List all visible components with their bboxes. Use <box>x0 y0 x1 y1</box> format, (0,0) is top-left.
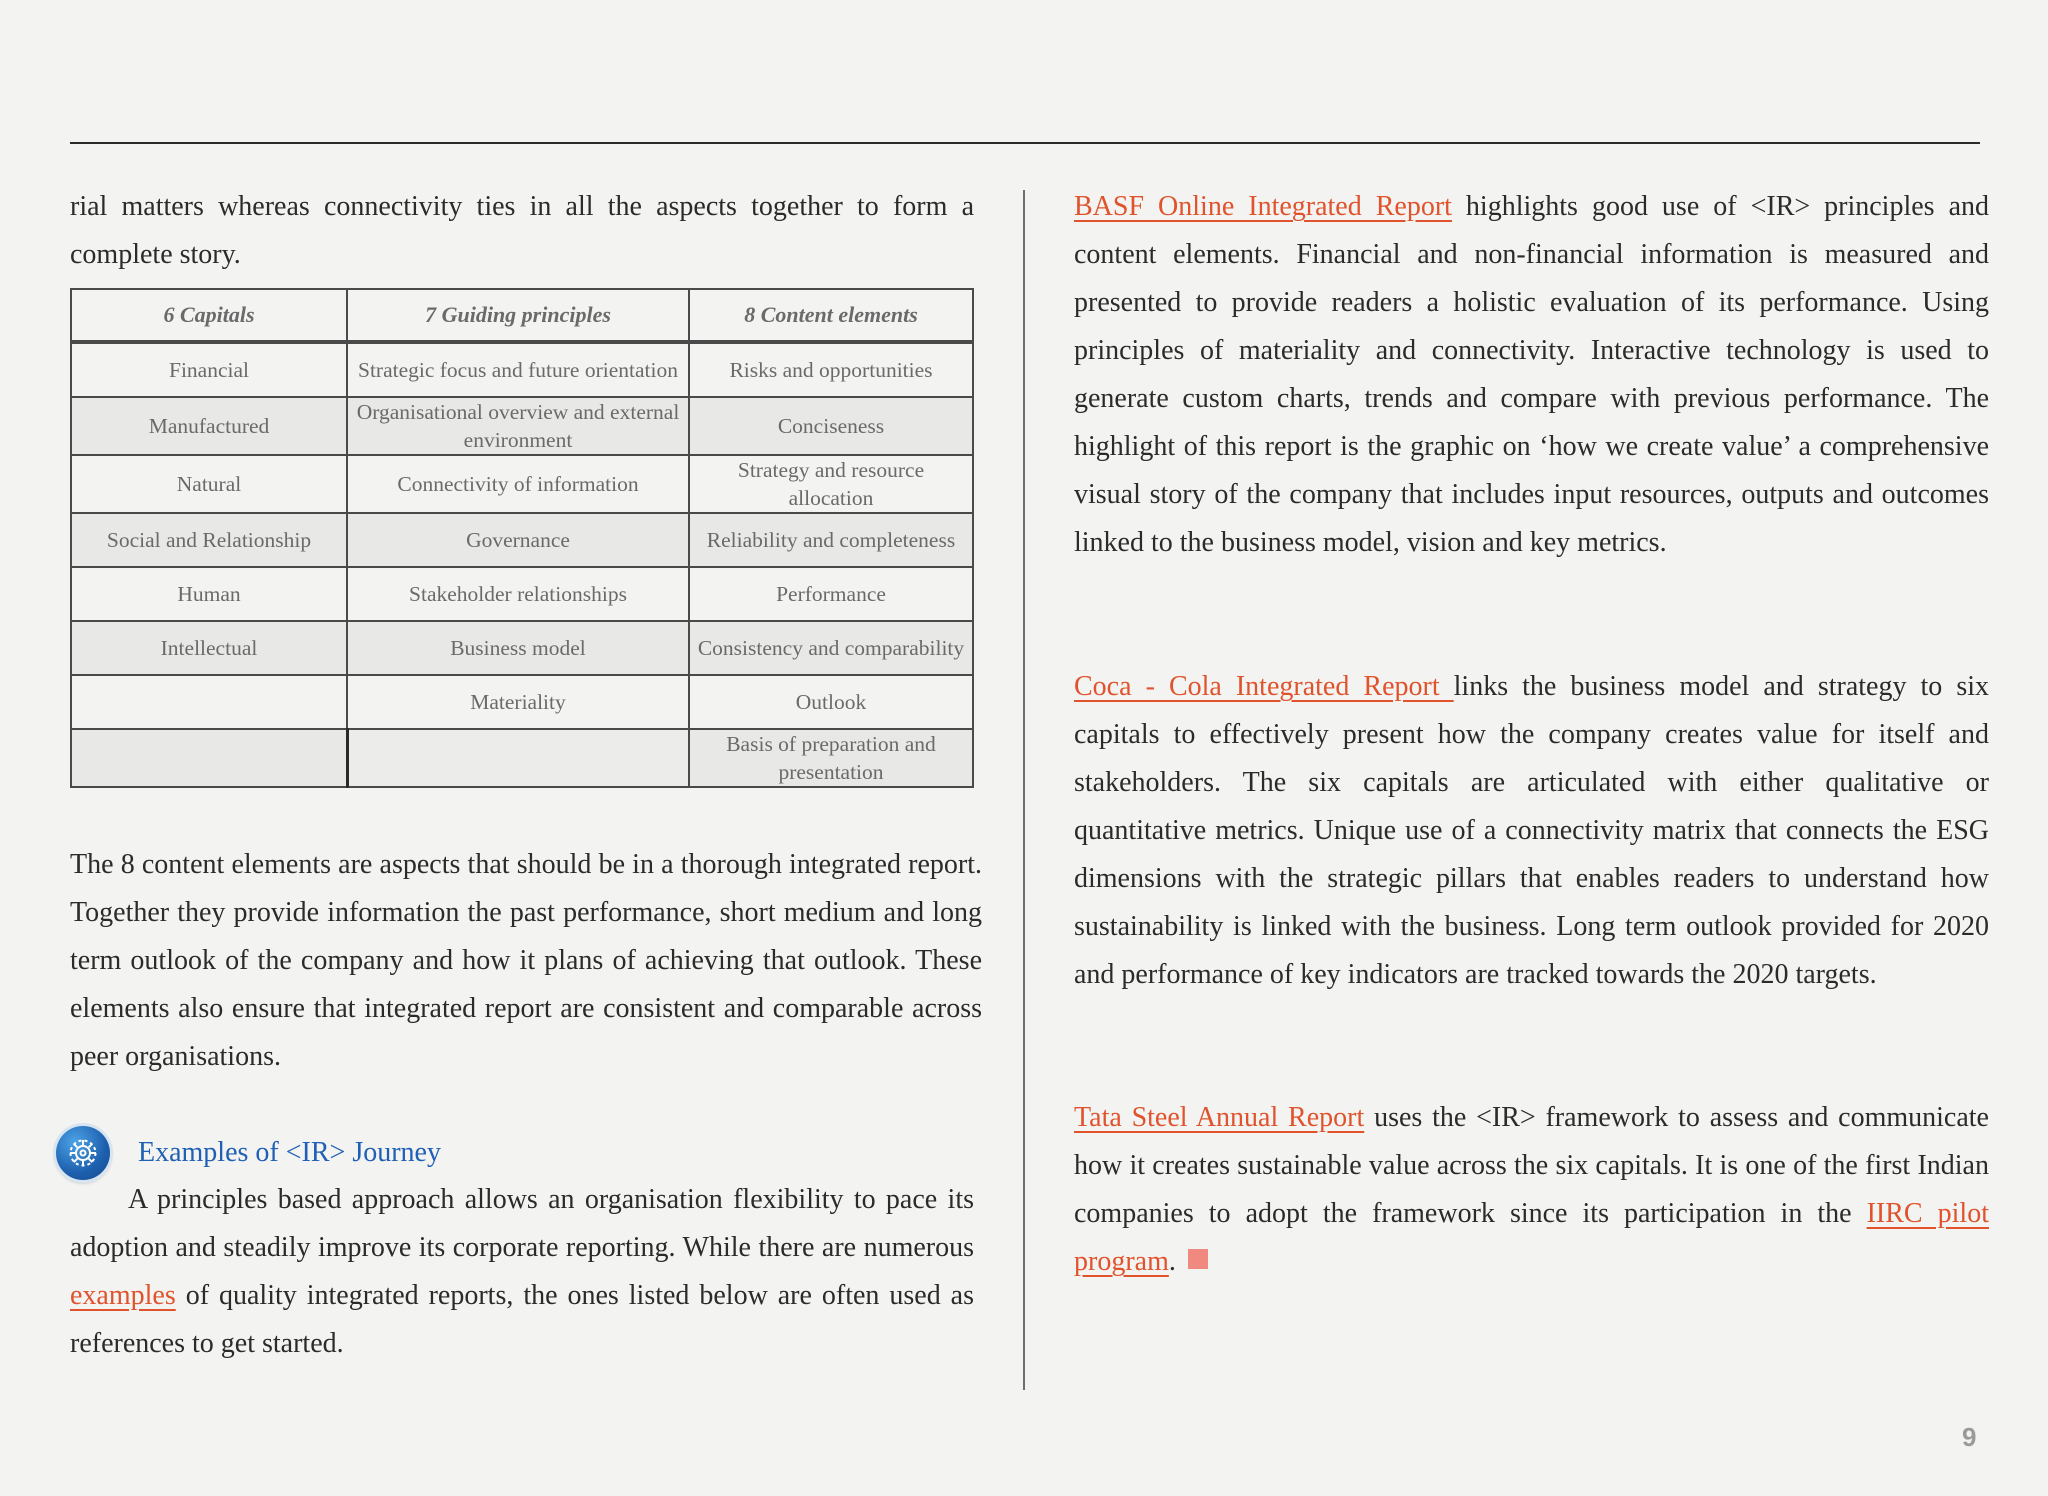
principles-text-end: of quality integrated reports, the ones listed below are often used as references to get started. <box>70 1280 974 1359</box>
table-cell: Consistency and comparability <box>689 621 973 675</box>
header-guiding-principles: 7 Guiding principles <box>347 289 689 342</box>
table-cell: Outlook <box>689 675 973 729</box>
column-divider <box>1023 190 1025 1390</box>
tata-steel-report-link[interactable]: Tata Steel Annual Report <box>1074 1102 1365 1133</box>
table-row <box>71 342 973 397</box>
iirc-pilot-link[interactable]: IIRC pilot program <box>1074 1198 1989 1277</box>
table-row <box>71 455 973 513</box>
principles-paragraph <box>70 1176 974 1368</box>
table-cell: Risks and opportunities <box>689 342 973 397</box>
table-cell <box>71 675 347 729</box>
basf-paragraph <box>1074 183 1989 567</box>
table-cell: Financial <box>71 342 347 397</box>
page-number: 9 <box>1962 1422 1977 1452</box>
principles-text: A principles based approach allows an organisation flexibility to pace its adoption and steadily improve its corporate reporting. While there are numerous <box>70 1184 974 1263</box>
basf-text: highlights good use of <IR> principles and content elements. Financial and non-financial information is measured and presented to provide readers a holistic evaluation of its performance. Using principles of materiality and connectivity. Interactive technology is used to generate custom charts, trends and compare with previous performance. The highlight of this report is the graphic on ‘how we create value’ a comprehensive visual story of the company that includes input resources, outputs and outcomes linked to the business model, vision and key metrics. <box>1074 191 1989 558</box>
ir-framework-table <box>70 288 974 788</box>
coca-cola-paragraph <box>1074 663 1989 999</box>
table-row <box>71 729 973 787</box>
tata-steel-end: . <box>1168 1246 1176 1277</box>
table-cell: Connectivity of information <box>347 455 689 513</box>
examples-link[interactable]: examples <box>70 1280 176 1311</box>
table-row <box>71 397 973 455</box>
section-title: Examples of <IR> Journey <box>138 1137 441 1168</box>
table-row <box>71 675 973 729</box>
table-cell: Business model <box>347 621 689 675</box>
header-capitals: 6 Capitals <box>71 289 347 342</box>
table-cell: Manufactured <box>71 397 347 455</box>
content-elements-paragraph: The 8 content elements are aspects that should be in a thorough integrated report. Together they provide information the past performance, short medium and long term outlook of the company and how it plans of achieving that outlook. These elements also ensure that integrated report are consistent and comparable across peer organisations. <box>70 849 982 1072</box>
table-cell: Materiality <box>347 675 689 729</box>
table-cell: Organisational overview and external environment <box>347 397 689 455</box>
table-cell: Basis of preparation and presentation <box>689 729 973 787</box>
table-cell: Intellectual <box>71 621 347 675</box>
table-cell: Social and Relationship <box>71 513 347 567</box>
end-of-article-marker <box>1188 1249 1208 1269</box>
table-cell: Strategic focus and future orientation <box>347 342 689 397</box>
table-cell: Human <box>71 567 347 621</box>
section-heading <box>56 1125 441 1181</box>
table-cell: Natural <box>71 455 347 513</box>
table-row <box>71 621 973 675</box>
tata-steel-paragraph <box>1074 1094 1989 1286</box>
table-cell: Performance <box>689 567 973 621</box>
table-row <box>71 567 973 621</box>
tata-steel-text: uses the <IR> framework to assess and communicate how it creates sustainable value across the six capitals. It is one of the first Indian companies to adopt the framework since its participation in the <box>1074 1102 1989 1229</box>
table-row <box>71 513 973 567</box>
table-cell <box>347 729 689 787</box>
intro-paragraph: rial matters whereas connectivity ties in all the aspects together to form a complete story. <box>70 191 974 270</box>
coca-cola-text: links the business model and strategy to six capitals to effectively present how the company creates value for itself and stakeholders. The six capitals are articulated with either qualitative or quantitative metrics. Unique use of a connectivity matrix that connects the ESG dimensions with the strategic pillars that enables readers to understand how sustainability is linked with the business. Long term outlook provided for 2020 and performance of key indicators are tracked towards the 2020 targets. <box>1074 671 1990 990</box>
header-content-elements: 8 Content elements <box>689 289 973 342</box>
table-cell <box>71 729 347 787</box>
basf-report-link[interactable]: BASF Online Integrated Report <box>1074 191 1452 222</box>
table-header-row <box>71 289 973 342</box>
table-cell: Reliability and completeness <box>689 513 973 567</box>
table-cell: Stakeholder relationships <box>347 567 689 621</box>
table-cell: Governance <box>347 513 689 567</box>
coca-cola-report-link[interactable]: Coca - Cola Integrated Report <box>1074 671 1454 702</box>
table-cell: Conciseness <box>689 397 973 455</box>
table-cell: Strategy and resource allocation <box>689 455 973 513</box>
gear-badge-icon <box>56 1126 110 1180</box>
header-rule <box>70 142 1980 144</box>
